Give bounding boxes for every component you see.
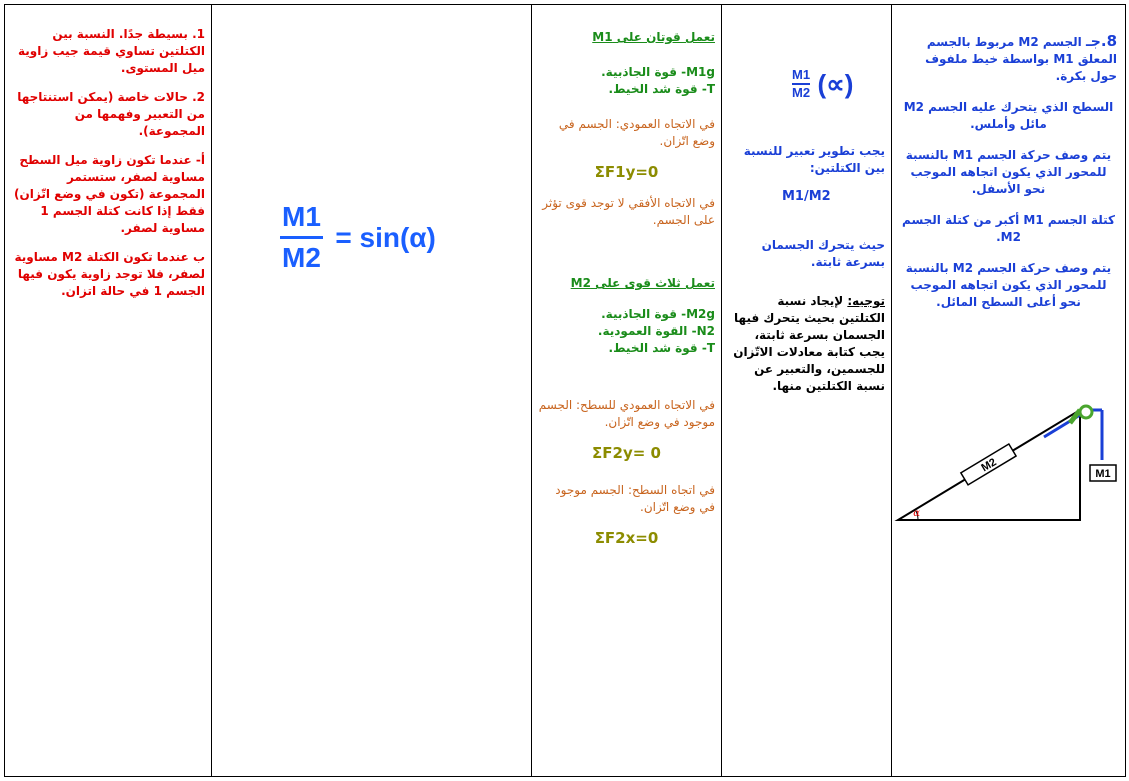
angle-alpha-label: α bbox=[913, 508, 920, 519]
question-text-2: السطح الذي يتحرك عليه الجسم M2 مائل وأملس. bbox=[903, 100, 1114, 131]
small-ratio: M1/M2 bbox=[782, 189, 831, 204]
column-method bbox=[722, 5, 892, 777]
formula-rhs: = sin(α) bbox=[335, 221, 436, 253]
force-m1-gravity: M1g- قوة الجاذبية. bbox=[601, 65, 715, 79]
sum-f2y-equation: ΣF2y= 0 bbox=[592, 444, 661, 462]
block-m2 bbox=[961, 444, 1016, 485]
conclusion-2: 2. حالات خاصة (يمكن استنتاجها من التعبير وفهمها من المجموعة). bbox=[17, 90, 205, 138]
m2-along-surface-equilibrium: في اتجاه السطح: الجسم موجود في وضع اتّزان. bbox=[555, 483, 715, 514]
conclusion-1: 1. بسيطة جدًا. النسبة بين الكتلتين تساوي قيمة جيب زاوية ميل المستوى. bbox=[18, 27, 205, 75]
content-table bbox=[4, 4, 1126, 777]
column-conclusions bbox=[5, 5, 212, 777]
question-intro bbox=[900, 33, 1117, 85]
m1-vertical-equilibrium: في الاتجاه العمودي: الجسم في وضع اتّزان. bbox=[558, 117, 715, 148]
forces-m2-heading: تعمل ثلاث قوى على M2 bbox=[570, 276, 715, 290]
formula-numerator: M1 bbox=[282, 201, 321, 232]
m1-horizontal-note: في الاتجاه الأفقي لا توجد قوى تؤثر على الجسم. bbox=[542, 196, 715, 227]
column-result bbox=[212, 5, 532, 777]
sum-f2x-equation: ΣF2x=0 bbox=[594, 529, 659, 547]
m2-perpendicular-equilibrium: في الاتجاه العمودي للسطح: الجسم موجود في وضع اتّزان. bbox=[538, 398, 715, 429]
force-m1-tension: T- قوة شد الخيط. bbox=[608, 82, 715, 96]
question-text-4: كتلة الجسم M1 أكبر من كتلة الجسم M2. bbox=[902, 213, 1115, 244]
incline-diagram bbox=[892, 385, 1124, 535]
block-m2-label: M2 bbox=[979, 456, 999, 475]
special-case-a: أ- عندما تكون زاوية ميل السطح مساوية لصفر، ستستمر المجموعة (تكون في وضع اتّزان) فقط إذا كانت كتلة الجسم 1 مساوية لصفر. bbox=[14, 153, 205, 235]
guidance-label: توجيه: bbox=[847, 294, 885, 308]
question-text-5: يتم وصف حركة الجسم M2 بالنسبة للمحور الذي يكون اتجاهه الموجب نحو أعلى السطح المائل. bbox=[905, 261, 1112, 309]
guidance-text: لإيجاد نسبة الكتلتين بحيث يتحرك فيها الجسمان بسرعة ثابتة، يجب كتابة معادلات الاتّزان للجسمين، والتعبير عن نسبة الكتلتين منها. bbox=[733, 294, 885, 393]
alpha-symbol: (∝) bbox=[817, 68, 854, 99]
column-forces bbox=[532, 5, 722, 777]
sum-f1y-equation: ΣF1y=0 bbox=[594, 163, 659, 181]
block-m1-label: M1 bbox=[1095, 468, 1111, 480]
question-text-1: الجسم M2 مربوط بالجسم المعلق M1 بواسطة خيط ملفوف حول بكرة. bbox=[925, 35, 1117, 83]
formula-denominator: M2 bbox=[282, 242, 321, 273]
ratio-header bbox=[792, 67, 853, 101]
column-question bbox=[892, 5, 1126, 777]
forces-m1-heading: تعمل قوتان على M1 bbox=[592, 30, 715, 44]
force-m2-tension: T- قوة شد الخيط. bbox=[608, 341, 715, 355]
special-case-b: ب عندما تكون الكتلة M2 مساوية لصفر، فلا توجد زاوية يكون فيها الجسم 1 في حالة اتزان. bbox=[14, 250, 205, 298]
ratio-header-numerator: M1 bbox=[792, 67, 811, 82]
ratio-instruction: يجب تطوير تعبير للنسبة بين الكتلتين: bbox=[743, 144, 885, 175]
guidance bbox=[733, 293, 885, 395]
question-number: 8. bbox=[1100, 32, 1117, 50]
result-formula bbox=[280, 201, 436, 274]
force-m2-normal: N2- القوة العمودية. bbox=[597, 324, 715, 338]
constant-speed-note: حيث يتحرك الجسمان بسرعة ثابتة. bbox=[761, 238, 885, 269]
pulley-icon bbox=[1080, 406, 1092, 418]
force-m2-gravity: M2g- قوة الجاذبية. bbox=[601, 307, 715, 321]
question-text-3: يتم وصف حركة الجسم M1 بالنسبة للمحور الذي يكون اتجاهه الموجب نحو الأسفل. bbox=[905, 148, 1112, 196]
question-letter: جـ bbox=[1085, 34, 1101, 50]
ratio-header-denominator: M2 bbox=[792, 85, 811, 100]
